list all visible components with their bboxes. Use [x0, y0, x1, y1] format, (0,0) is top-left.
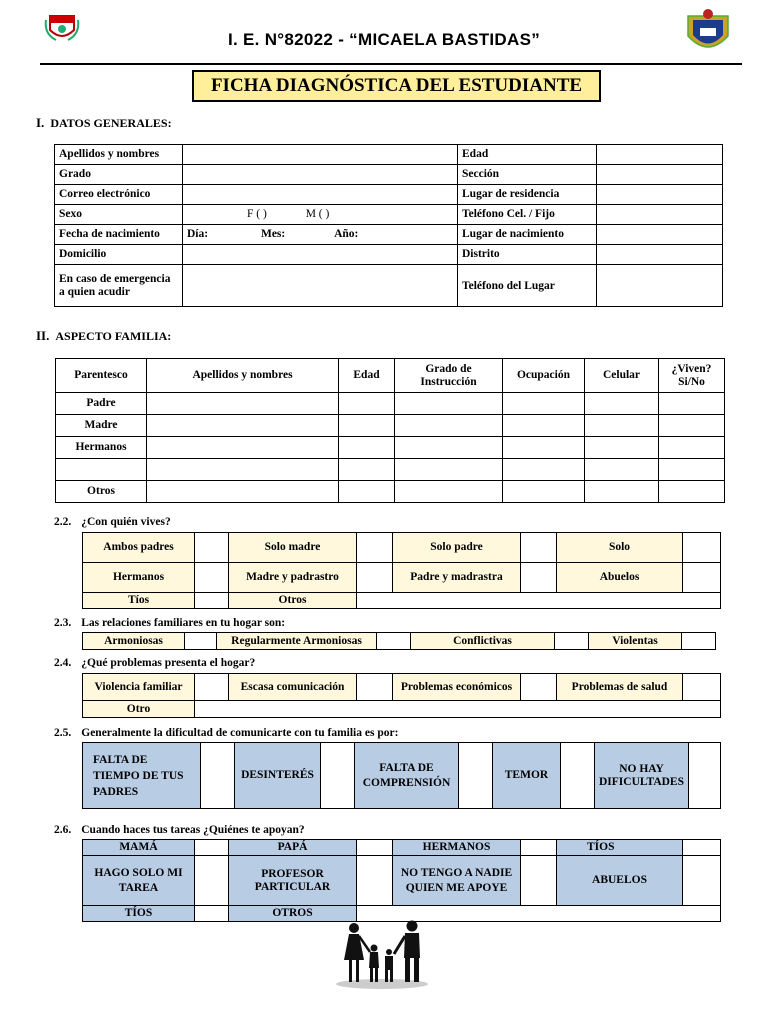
- q22-number: 2.2.: [54, 516, 72, 528]
- mes-label: Mes:: [260, 228, 286, 240]
- cell[interactable]: [339, 415, 395, 437]
- cell[interactable]: [585, 415, 659, 437]
- sexo-f-option[interactable]: F ( ): [247, 208, 267, 220]
- option-escasa-comunicacion: Escasa comunicación: [229, 674, 357, 701]
- option-abuelos: Abuelos: [557, 563, 683, 593]
- cell[interactable]: [339, 481, 395, 503]
- checkbox[interactable]: [459, 743, 493, 809]
- header-divider: [40, 63, 742, 65]
- checkbox[interactable]: [682, 633, 716, 650]
- field-correo[interactable]: [183, 185, 458, 205]
- section-2-heading: [36, 328, 171, 344]
- label-grado: Grado: [55, 165, 183, 185]
- option-regularmente-armoniosas: Regularmente Armoniosas: [217, 633, 377, 650]
- cell[interactable]: [503, 393, 585, 415]
- option-armoniosas: Armoniosas: [83, 633, 185, 650]
- col-edad: Edad: [339, 359, 395, 393]
- q23-number: 2.3.: [54, 617, 72, 629]
- school-crest-logo: [684, 8, 732, 58]
- cell[interactable]: [147, 415, 339, 437]
- general-data-table: [54, 144, 723, 307]
- field-seccion[interactable]: [597, 165, 723, 185]
- checkbox[interactable]: [357, 856, 393, 906]
- q26-question: [54, 824, 315, 836]
- checkbox[interactable]: [555, 633, 589, 650]
- form-title: FICHA DIAGNÓSTICA DEL ESTUDIANTE: [192, 70, 601, 102]
- cell[interactable]: [147, 393, 339, 415]
- cell[interactable]: [659, 415, 725, 437]
- otro-field[interactable]: [195, 701, 721, 718]
- q26-table: [82, 839, 721, 922]
- field-sexo[interactable]: [183, 205, 458, 225]
- checkbox[interactable]: [195, 840, 229, 856]
- field-fecha-nacimiento[interactable]: [183, 225, 458, 245]
- field-edad[interactable]: [597, 145, 723, 165]
- cell[interactable]: [585, 459, 659, 481]
- option-hermanos-tareas: HERMANOS: [393, 840, 521, 856]
- field-apellidos[interactable]: [183, 145, 458, 165]
- option-problemas-economicos: Problemas económicos: [393, 674, 521, 701]
- q24-number: 2.4.: [54, 657, 72, 669]
- section-2-number: II.: [36, 328, 50, 343]
- checkbox[interactable]: [195, 856, 229, 906]
- cell[interactable]: [395, 459, 503, 481]
- label-residencia: Lugar de residencia: [458, 185, 597, 205]
- q25-number: 2.5.: [54, 727, 72, 739]
- otros-field[interactable]: [357, 593, 721, 609]
- label-sexo: Sexo: [55, 205, 183, 225]
- field-telefono-lugar[interactable]: [597, 265, 723, 307]
- col-ocupacion: Ocupación: [503, 359, 585, 393]
- option-conflictivas: Conflictivas: [411, 633, 555, 650]
- col-apellidos: Apellidos y nombres: [147, 359, 339, 393]
- checkbox[interactable]: [201, 743, 235, 809]
- checkbox[interactable]: [683, 856, 721, 906]
- option-violencia-familiar: Violencia familiar: [83, 674, 195, 701]
- option-mama: MAMÁ: [83, 840, 195, 856]
- q23-text: Las relaciones familiares en tu hogar son:: [81, 617, 286, 629]
- checkbox[interactable]: [521, 563, 557, 593]
- cell[interactable]: [395, 415, 503, 437]
- field-telefono[interactable]: [597, 205, 723, 225]
- checkbox[interactable]: [357, 674, 393, 701]
- checkbox[interactable]: [683, 563, 721, 593]
- label-seccion: Sección: [458, 165, 597, 185]
- checkbox[interactable]: [561, 743, 595, 809]
- cell[interactable]: [503, 437, 585, 459]
- family-silhouette-illustration: [332, 918, 432, 990]
- checkbox[interactable]: [357, 840, 393, 856]
- row-label-hermanos: Hermanos: [56, 437, 147, 459]
- option-no-hay-dificultades: NO HAY DIFICULTADES: [595, 743, 689, 809]
- table-row: [56, 459, 725, 481]
- checkbox[interactable]: [689, 743, 721, 809]
- cell[interactable]: [659, 393, 725, 415]
- col-grado: Grado de Instrucción: [395, 359, 503, 393]
- cell[interactable]: [503, 415, 585, 437]
- option-otros-tareas: OTROS: [229, 906, 357, 922]
- section-1-title: DATOS GENERALES:: [50, 116, 172, 130]
- checkbox[interactable]: [321, 743, 355, 809]
- option-solo-padre: Solo padre: [393, 533, 521, 563]
- checkbox[interactable]: [357, 563, 393, 593]
- label-domicilio: Domicilio: [55, 245, 183, 265]
- family-table: [55, 358, 725, 503]
- q25-text: Generalmente la dificultad de comunicarte con tu familia es por:: [81, 727, 399, 739]
- section-2-title: ASPECTO FAMILIA:: [55, 329, 172, 343]
- cell[interactable]: [659, 459, 725, 481]
- checkbox[interactable]: [185, 633, 217, 650]
- cell[interactable]: [147, 437, 339, 459]
- option-falta-tiempo: FALTA DE TIEMPO DE TUS PADRES: [83, 743, 201, 809]
- q23-table: [82, 632, 716, 650]
- dia-label: Día:: [187, 228, 209, 240]
- col-viven: ¿Viven? Si/No: [659, 359, 725, 393]
- checkbox[interactable]: [521, 856, 557, 906]
- q25-table: [82, 742, 721, 809]
- option-profesor-particular: PROFESOR PARTICULAR: [229, 856, 357, 906]
- label-edad: Edad: [458, 145, 597, 165]
- option-no-tengo-nadie: NO TENGO A NADIE QUIEN ME APOYE: [393, 856, 521, 906]
- field-domicilio[interactable]: [183, 245, 458, 265]
- table-row: [56, 393, 725, 415]
- field-lugar-nacimiento[interactable]: [597, 225, 723, 245]
- cell[interactable]: [147, 459, 339, 481]
- label-distrito: Distrito: [458, 245, 597, 265]
- field-emergencia[interactable]: [183, 265, 458, 307]
- cell[interactable]: [585, 437, 659, 459]
- section-1-number: I.: [36, 115, 45, 130]
- option-solo-madre: Solo madre: [229, 533, 357, 563]
- option-problemas-salud: Problemas de salud: [557, 674, 683, 701]
- row-label-blank: [56, 459, 147, 481]
- table-row: [56, 481, 725, 503]
- checkbox[interactable]: [195, 906, 229, 922]
- label-correo: Correo electrónico: [55, 185, 183, 205]
- option-solo: Solo: [557, 533, 683, 563]
- option-tios: Tíos: [83, 593, 195, 609]
- option-desinteres: DESINTERÉS: [235, 743, 321, 809]
- checkbox[interactable]: [683, 840, 721, 856]
- row-label-otros: Otros: [56, 481, 147, 503]
- cell[interactable]: [395, 481, 503, 503]
- row-label-padre: Padre: [56, 393, 147, 415]
- option-madre-padrastro: Madre y padrastro: [229, 563, 357, 593]
- checkbox[interactable]: [195, 593, 229, 609]
- table-row: [56, 437, 725, 459]
- option-ambos-padres: Ambos padres: [83, 533, 195, 563]
- label-telefono: Teléfono Cel. / Fijo: [458, 205, 597, 225]
- option-temor: TEMOR: [493, 743, 561, 809]
- field-residencia[interactable]: [597, 185, 723, 205]
- q23-question: [54, 617, 295, 629]
- option-otros: Otros: [229, 593, 357, 609]
- field-grado[interactable]: [183, 165, 458, 185]
- checkbox[interactable]: [683, 674, 721, 701]
- q25-question: [54, 727, 408, 739]
- cell[interactable]: [659, 481, 725, 503]
- option-hermanos: Hermanos: [83, 563, 195, 593]
- option-hago-solo: HAGO SOLO MI TAREA: [83, 856, 195, 906]
- option-padre-madrastra: Padre y madrastra: [393, 563, 521, 593]
- q26-text: Cuando haces tus tareas ¿Quiénes te apoyan?: [81, 824, 305, 836]
- cell[interactable]: [659, 437, 725, 459]
- checkbox[interactable]: [521, 674, 557, 701]
- cell[interactable]: [395, 393, 503, 415]
- sexo-m-option[interactable]: M ( ): [305, 208, 330, 220]
- option-abuelos-tareas: ABUELOS: [557, 856, 683, 906]
- cell[interactable]: [147, 481, 339, 503]
- checkbox[interactable]: [521, 533, 557, 563]
- label-emergencia: En caso de emergencia a quien acudir: [55, 265, 183, 307]
- checkbox[interactable]: [195, 674, 229, 701]
- q24-text: ¿Qué problemas presenta el hogar?: [81, 657, 256, 669]
- cell[interactable]: [585, 481, 659, 503]
- cell[interactable]: [339, 393, 395, 415]
- option-violentas: Violentas: [589, 633, 682, 650]
- checkbox[interactable]: [195, 563, 229, 593]
- checkbox[interactable]: [683, 533, 721, 563]
- q26-number: 2.6.: [54, 824, 72, 836]
- option-tios-2: TÍOS: [83, 906, 195, 922]
- label-fecha-nacimiento: Fecha de nacimiento: [55, 225, 183, 245]
- col-parentesco: Parentesco: [56, 359, 147, 393]
- option-otro: Otro: [83, 701, 195, 718]
- field-distrito[interactable]: [597, 245, 723, 265]
- checkbox[interactable]: [357, 533, 393, 563]
- q24-question: [54, 657, 265, 669]
- checkbox[interactable]: [377, 633, 411, 650]
- anio-label: Año:: [334, 228, 359, 240]
- cell[interactable]: [503, 481, 585, 503]
- q24-table: [82, 673, 721, 718]
- school-name-title: I. E. N°82022 - “MICAELA BASTIDAS”: [227, 30, 541, 49]
- section-1-heading: [36, 115, 172, 131]
- col-celular: Celular: [585, 359, 659, 393]
- option-papa: PAPÁ: [229, 840, 357, 856]
- label-telefono-lugar: Teléfono del Lugar: [458, 265, 597, 307]
- q22-table: [82, 532, 721, 609]
- q22-question: [54, 516, 181, 528]
- q22-text: ¿Con quién vives?: [81, 516, 171, 528]
- option-falta-comprension: FALTA DE COMPRENSIÓN: [355, 743, 459, 809]
- checkbox[interactable]: [521, 840, 557, 856]
- cell[interactable]: [339, 437, 395, 459]
- cell[interactable]: [395, 437, 503, 459]
- row-label-madre: Madre: [56, 415, 147, 437]
- cell[interactable]: [585, 393, 659, 415]
- cell[interactable]: [339, 459, 395, 481]
- table-row: [56, 415, 725, 437]
- option-tios-tareas: TÍOS: [557, 840, 683, 856]
- checkbox[interactable]: [195, 533, 229, 563]
- label-apellidos: Apellidos y nombres: [55, 145, 183, 165]
- cell[interactable]: [503, 459, 585, 481]
- label-lugar-nacimiento: Lugar de nacimiento: [458, 225, 597, 245]
